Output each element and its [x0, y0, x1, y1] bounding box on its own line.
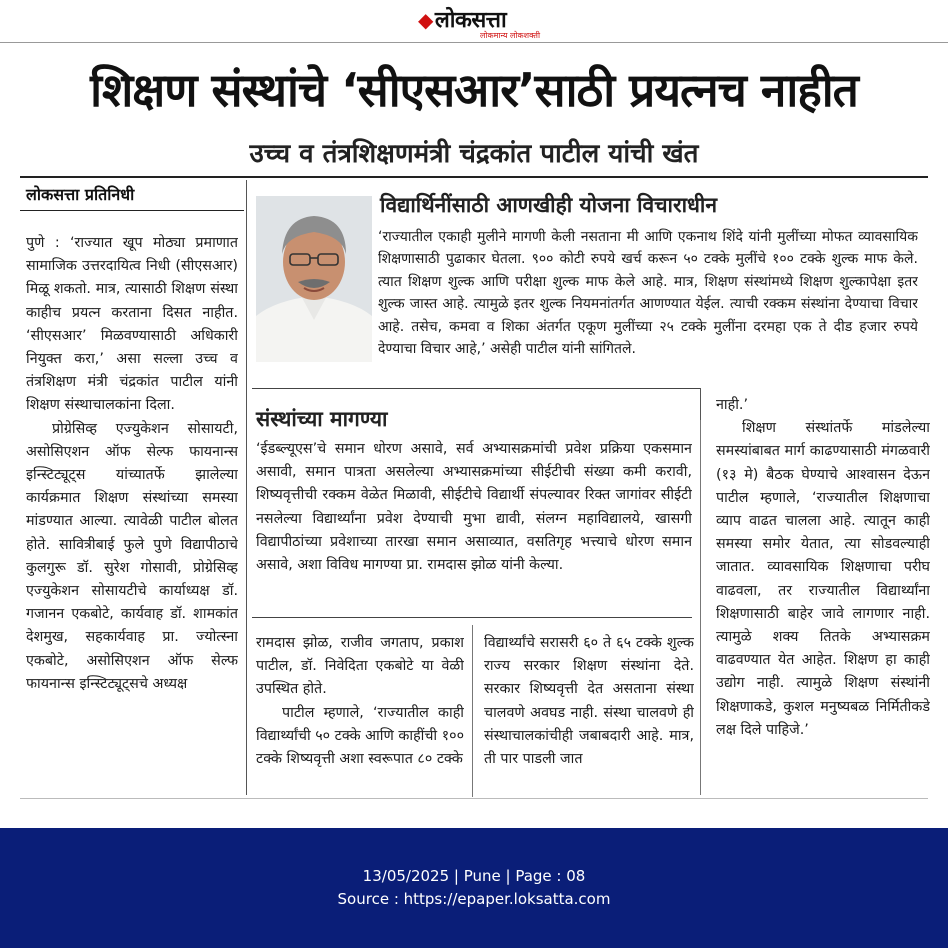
- source-footer: [0, 828, 948, 948]
- column-divider-4: [700, 420, 701, 795]
- article-paragraph: विद्यार्थ्यांचे सरासरी ६० ते ६५ टक्के शुल्क राज्य सरकार शिक्षण संस्थांना देते. सरकार शिष्यवृत्ती देत असताना संस्था चालवणे अवघड नाही. संस्था चालवणे ही संस्थाचालकांचीही जबाबदारी आहे. मात्र, ती पार पाडली जात: [484, 635, 694, 768]
- column-divider-3: [472, 625, 473, 797]
- demands-article: [256, 438, 692, 614]
- article-paragraph: पाटील म्हणाले, ‘राज्यातील काही विद्यार्थ्यांची ५० टक्के आणि काहींची १०० टक्के शिष्यवृत्ती अशा स्वरूपात ८० टक्के: [256, 704, 464, 768]
- article-paragraph: रामदास झोळ, राजीव जगताप, प्रकाश पाटील, डॉ. निवेदिता एकबोटे या वेळी उपस्थित होते.: [256, 635, 464, 698]
- box-paragraph: ‘राज्यातील एकाही मुलीने मागणी केली नसताना मी आणि एकनाथ शिंदे यांनी मुलींच्या मोफत व्यावसायिक शिक्षणासाठी पुढाकार घेतला. ९०० कोटी रुपये खर्च करून ५० टक्के मुलींचे १०० टक्के शुल्क माफ केले. त्यात शिक्षण शुल्क आणि परीक्षा शुल्क माफ केले आहे. मात्र, शिक्षण संस्थांमध्ये शिक्षण शुल्कापेक्षा इतर शुल्क जास्त आहे. त्यामुळे इतर शुल्क नियमनांतर्गत आणण्यात येईल. त्याची रक्कम संस्थांना देण्याचा विचार आहे. तसेच, कमवा व शिका अंतर्गत एकूण मुलींच्या २५ टक्के मुलींना दरमहा एक ते दीड हजार रुपये देण्याचा विचार आहे,’ असेही पाटील यांनी सांगितले.: [378, 229, 918, 358]
- footer-date-line: 13/05/2025 | Pune | Page : 08: [362, 867, 586, 885]
- logo-mark-icon: ◆: [418, 8, 433, 32]
- portrait-image: [256, 196, 372, 362]
- box-rule: [252, 388, 700, 389]
- bottom-rule: [20, 798, 928, 799]
- page-title: शिक्षण संस्थांचे ‘सीएसआर’साठी प्रयत्नच नाहीत: [90, 63, 858, 117]
- subheadline: उच्च व तंत्रशिक्षणमंत्री चंद्रकांत पाटील यांची खंत: [249, 139, 699, 169]
- column-divider-1: [246, 180, 247, 795]
- article-column-2: [256, 632, 464, 794]
- box-article: [378, 226, 918, 386]
- demands-heading: संस्थांच्या मागण्या: [256, 407, 388, 431]
- logo-tagline: लोकमान्य लोकशक्ती: [480, 31, 541, 40]
- byline-rule: [20, 210, 244, 211]
- minister-photo: [256, 196, 372, 362]
- logo-text: लोकसत्ता: [434, 8, 507, 33]
- article-column-4: [716, 394, 930, 794]
- footer-source-link[interactable]: Source : https://epaper.loksatta.com: [337, 890, 611, 908]
- article-paragraph: पुणे : ‘राज्यात खूप मोठ्या प्रमाणात सामाजिक उत्तरदायित्व निधी (सीएसआर) मिळू शकतो. मात्र, त्यासाठी शिक्षण संस्था काहीच प्रयत्न करताना दिसत नाहीत. ‘सीएसआर’ मिळवण्यासाठी अधिकारी नियुक्त करा,’ असा सल्ला उच्च व तंत्रशिक्षण मंत्री चंद्रकांत पाटील यांनी शिक्षण संस्थाचालकांना दिला.: [26, 235, 238, 414]
- article-column-3: [484, 632, 694, 794]
- masthead-divider: [0, 42, 948, 43]
- article-paragraph: प्रोग्रेसिव्ह एज्युकेशन सोसायटी, असोसिएशन ऑफ सेल्फ फायनान्स इन्स्टिट्यूट्स यांच्यातर्फे झालेल्या कार्यक्रमात शिक्षण संस्थांच्या समस्या मांडण्यात आल्या. त्यावेळी पाटील बोलत होते. सावित्रीबाई फुले पुणे विद्यापीठाचे कुलगुरू डॉ. सुरेश गोसावी, प्रोग्रेसिव्ह एज्युकेशन सोसायटीचे कार्याध्यक्ष डॉ. गजानन एकबोटे, कार्यवाह डॉ. शामकांत देशमुख, सहकार्यवाह प्रा. ज्योत्स्ना एकबोटे, असोसिएशन ऑफ सेल्फ फायनान्स इन्स्टिट्यूट्सचे अध्यक्ष: [26, 420, 238, 692]
- top-rule: [20, 176, 928, 178]
- column-divider-box: [700, 388, 701, 420]
- byline: लोकसत्ता प्रतिनिधी: [26, 185, 135, 204]
- article-paragraph: नाही.’: [716, 397, 749, 413]
- article-paragraph: शिक्षण संस्थांतर्फे मांडलेल्या समस्यांबाबत मार्ग काढण्यासाठी मंगळवारी (१३ मे) बैठक घेण्याचे आश्वासन देऊन पाटील म्हणाले, ‘राज्यातील शिक्षणाचा व्याप वाढत चालला आहे. त्यातून काही समस्या समोर येतात, त्या सोडवल्याही जातात. व्यावसायिक शिक्षणाचा परीघ वाढवला, तर राज्यातील विद्यार्थ्यांना शिक्षणासाठी बाहेर जावे लागणार नाही. त्यामुळे शक्य तितके अभ्यासक्रम वाढवण्यात येत आहेत. शिक्षण हा काही उद्योग नाही. त्यामुळे शिक्षण संस्थांनी शिक्षणाकडे, कुशल मनुष्यबळ निर्मितीकडे लक्ष दिले पाहिजे.’: [716, 420, 930, 738]
- article-column-1: [26, 232, 238, 792]
- demands-rule: [252, 617, 692, 618]
- masthead: [0, 0, 948, 44]
- box-heading: विद्यार्थिनींसाठी आणखीही योजना विचाराधीन: [380, 193, 718, 217]
- demands-paragraph: ‘ईडब्ल्यूएस’चे समान धोरण असावे, सर्व अभ्यासक्रमांची प्रवेश प्रक्रिया एकसमान असावी, समान पात्रता असलेल्या अभ्यासक्रमांच्या सीईटीची संख्या कमी करावी, शिष्यवृत्तीची रक्कम वेळेत मिळावी, सीईटीचे विद्यार्थी संपल्यावर रिक्त जागांवर सीईटी नसलेल्या विद्यार्थ्यांना प्रवेश देण्याची मुभा द्यावी, संलग्न महाविद्यालये, खासगी विद्यापीठांच्या प्रवेशाच्या तारखा समान असाव्यात, वसतिगृह भत्त्याचे धोरण समान असावे, अशा विविध मागण्या प्रा. रामदास झोळ यांनी केल्या.: [256, 441, 692, 574]
